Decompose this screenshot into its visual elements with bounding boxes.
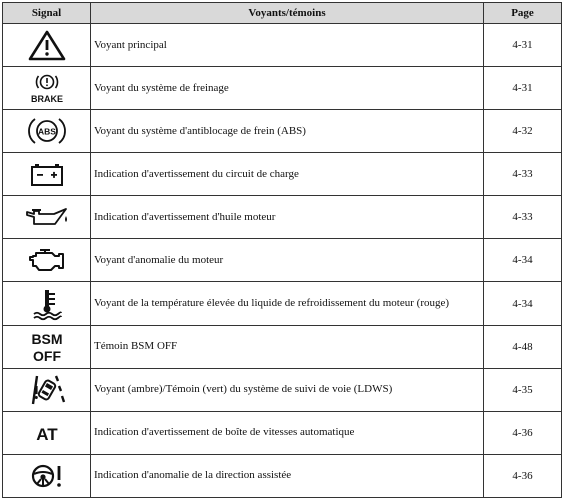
table-row <box>3 368 562 411</box>
signal-description: Indication d'avertissement d'huile moteur <box>91 196 484 239</box>
brake-warning-icon <box>27 71 67 105</box>
engine-check-icon <box>26 245 68 275</box>
signal-description: Voyant du système de freinage <box>91 67 484 110</box>
signal-description: Voyant du système d'antiblocage de frein (ABS) <box>91 110 484 153</box>
page-reference: 4-34 <box>484 282 562 325</box>
coolant-temperature-icon <box>27 287 67 321</box>
table-header-row <box>3 3 562 24</box>
signal-cell <box>3 454 91 497</box>
master-warning-triangle-icon <box>27 29 67 61</box>
page-reference: 4-32 <box>484 110 562 153</box>
page-reference: 4-36 <box>484 454 562 497</box>
table-row <box>3 110 562 153</box>
table-row <box>3 411 562 454</box>
table-row <box>3 67 562 110</box>
page-reference: 4-34 <box>484 239 562 282</box>
lane-departure-icon <box>27 373 67 407</box>
signal-cell <box>3 368 91 411</box>
signal-cell <box>3 153 91 196</box>
signal-description: Indication d'avertissement de boîte de vitesses automatique <box>91 411 484 454</box>
signal-cell <box>3 239 91 282</box>
page-reference: 4-31 <box>484 24 562 67</box>
header-page: Page <box>484 3 562 24</box>
signal-cell <box>3 282 91 325</box>
off-icon-label: OFF <box>32 347 61 364</box>
signal-description: Voyant (ambre)/Témoin (vert) du système de suivi de voie (LDWS) <box>91 368 484 411</box>
table-row <box>3 454 562 497</box>
table-row <box>3 282 562 325</box>
signal-description: Voyant principal <box>91 24 484 67</box>
signal-description: Voyant d'anomalie du moteur <box>91 239 484 282</box>
signal-cell <box>3 67 91 110</box>
signal-description: Témoin BSM OFF <box>91 325 484 368</box>
table-row <box>3 325 562 368</box>
abs-icon-label: ABS <box>37 126 56 137</box>
header-signal: Signal <box>3 3 91 24</box>
page-reference: 4-33 <box>484 196 562 239</box>
bsm-off-icon <box>27 329 67 365</box>
page-reference: 4-36 <box>484 411 562 454</box>
automatic-transmission-icon <box>27 418 67 448</box>
signal-cell <box>3 196 91 239</box>
page-reference: 4-33 <box>484 153 562 196</box>
header-description: Voyants/témoins <box>91 3 484 24</box>
at-icon-label: AT <box>35 424 58 444</box>
power-steering-icon <box>27 460 67 492</box>
signal-cell <box>3 325 91 368</box>
table-row <box>3 24 562 67</box>
page-reference: 4-48 <box>484 325 562 368</box>
signal-cell <box>3 411 91 454</box>
table-row <box>3 196 562 239</box>
signal-cell <box>3 24 91 67</box>
brake-icon-label: BRAKE <box>30 94 63 105</box>
table-row <box>3 239 562 282</box>
oil-can-icon <box>24 202 70 232</box>
warning-signal-table <box>2 2 562 498</box>
battery-charge-icon <box>27 159 67 189</box>
bsm-icon-label: BSM <box>30 330 63 347</box>
signal-description: Indication d'avertissement du circuit de charge <box>91 153 484 196</box>
page-reference: 4-35 <box>484 368 562 411</box>
signal-description: Indication d'anomalie de la direction assistée <box>91 454 484 497</box>
abs-warning-icon <box>27 115 67 147</box>
page-reference: 4-31 <box>484 67 562 110</box>
table-row <box>3 153 562 196</box>
signal-description: Voyant de la température élevée du liquide de refroidissement du moteur (rouge) <box>91 282 484 325</box>
signal-cell <box>3 110 91 153</box>
